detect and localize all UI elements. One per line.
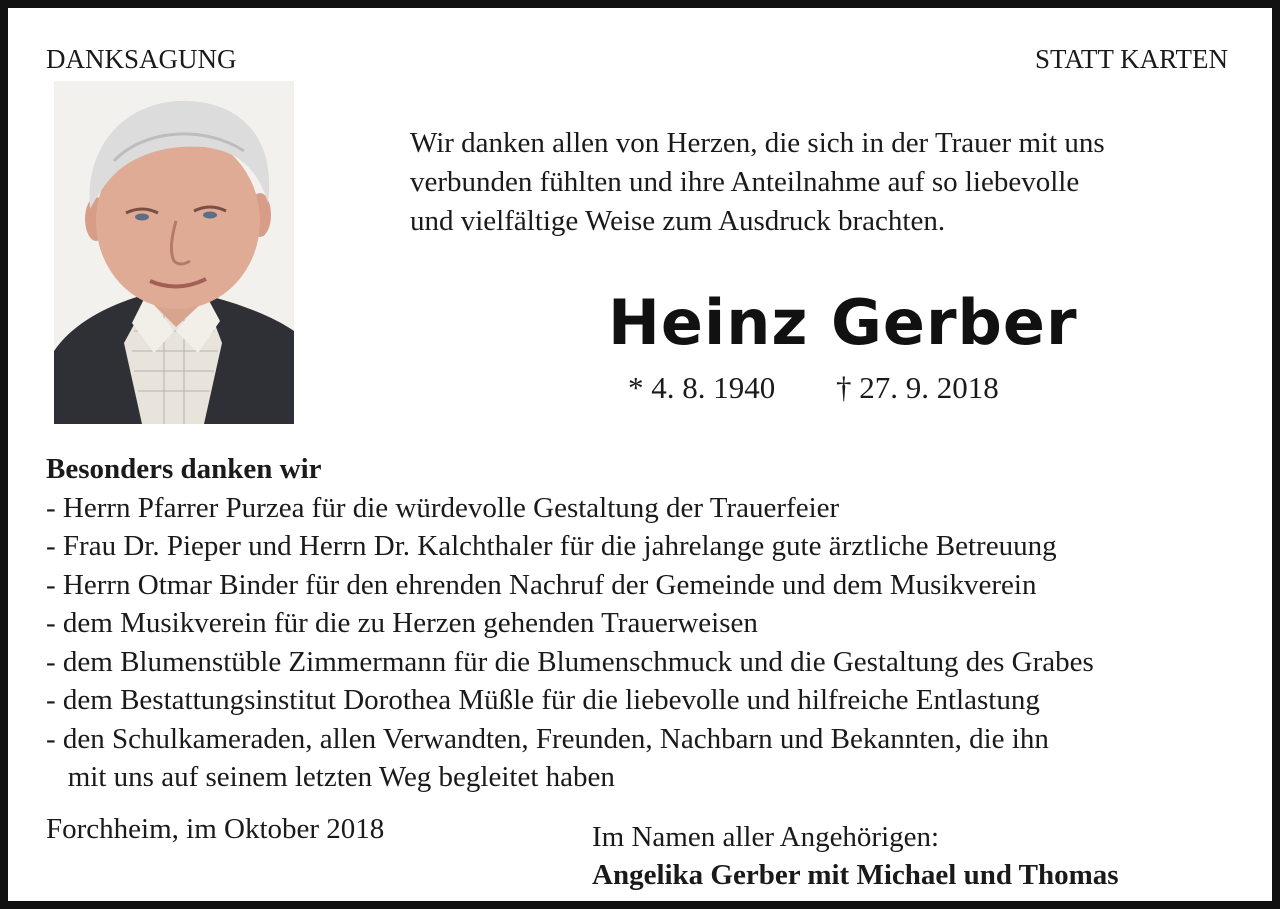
thanks-item: - dem Blumenstüble Zimmermann für die Blumenschmuck und die Gestaltung des Grabes <box>46 645 1094 678</box>
thanks-item: - den Schulkameraden, allen Verwandten, Freunden, Nachbarn und Bekannten, die ihn <box>46 722 1049 755</box>
intro-line: und vielfältige Weise zum Ausdruck brachten. <box>410 205 946 237</box>
thanks-item: - dem Bestattungsinstitut Dorothea Müßle für die liebevolle und hilfreiche Entlastung <box>46 684 1040 716</box>
death-date: † 27. 9. 2018 <box>836 370 999 405</box>
intro-text <box>410 124 1105 241</box>
header-statt-karten: STATT KARTEN <box>1035 44 1228 74</box>
thanks-item: - Herrn Otmar Binder für den ehrenden Nachruf der Gemeinde und dem Musikverein <box>46 568 1037 601</box>
thanks-item: - Frau Dr. Pieper und Herrn Dr. Kalchthaler für die jahrelange gute ärztliche Betreuung <box>46 530 1057 562</box>
place-date: Forchheim, im Oktober 2018 <box>46 813 385 845</box>
thanks-item: - dem Musikverein für die zu Herzen gehenden Trauerweisen <box>46 607 758 639</box>
portrait-photo <box>54 81 294 424</box>
birth-date: * 4. 8. 1940 <box>628 370 776 405</box>
signature-intro: Im Namen aller Angehörigen: <box>592 821 940 853</box>
thanks-section <box>46 450 1094 797</box>
signature-block <box>592 818 1119 894</box>
thanks-item: mit uns auf seinem letzten Weg begleitet haben <box>46 761 615 793</box>
thanks-item: - Herrn Pfarrer Purzea für die würdevolle Gestaltung der Trauerfeier <box>46 491 840 524</box>
portrait-illustration <box>54 81 294 424</box>
signature-names: Angelika Gerber mit Michael und Thomas <box>592 859 1119 891</box>
thanks-heading: Besonders danken wir <box>46 453 322 485</box>
header-danksagung: DANKSAGUNG <box>46 44 237 74</box>
deceased-name: Heinz Gerber <box>608 286 1078 359</box>
intro-line: verbunden fühlten und ihre Anteilnahme auf so liebevolle <box>410 166 1080 198</box>
intro-line: Wir danken allen von Herzen, die sich in der Trauer mit uns <box>410 127 1105 159</box>
